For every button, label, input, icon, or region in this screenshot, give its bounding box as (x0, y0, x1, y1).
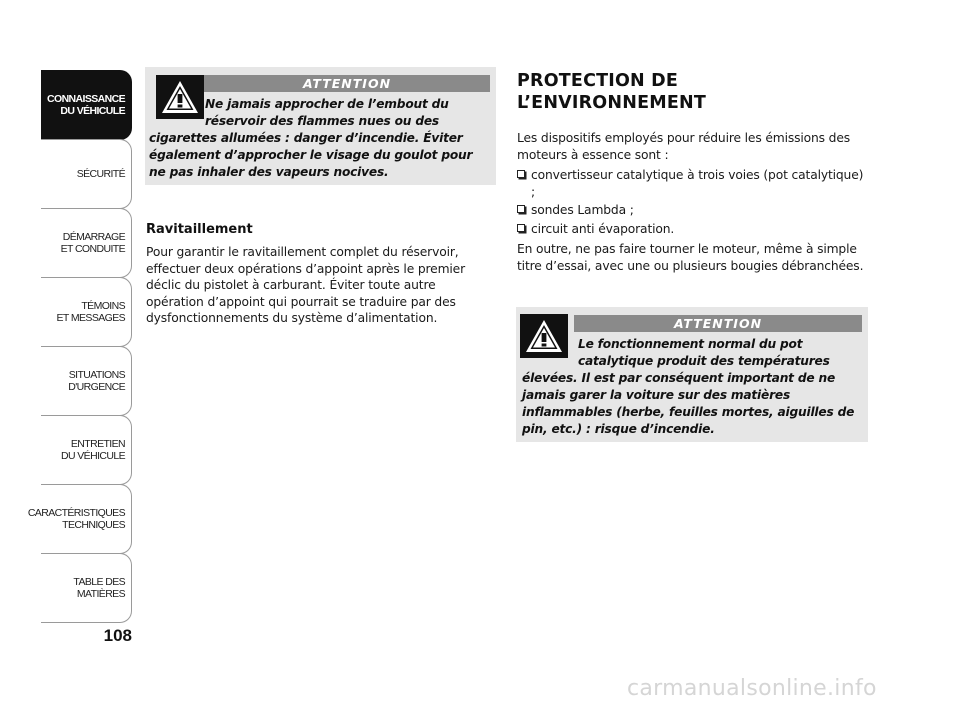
intro-paragraph: Les dispositifs employés pour réduire les émissions des moteurs à essence sont : (517, 131, 850, 162)
tab-securite[interactable] (41, 139, 132, 209)
list-item: circuit anti évaporation. (517, 221, 867, 238)
warning-box-catalytic (516, 307, 868, 442)
warning-line: également d’approcher le visage du goulot pour (149, 148, 473, 162)
environment-body (517, 130, 867, 274)
page-number: 108 (103, 626, 132, 645)
list-item: sondes Lambda ; (517, 202, 867, 219)
list-item: convertisseur catalytique à trois voies (pot catalytique) ; (517, 167, 867, 200)
warning-line: Ne jamais approcher de l’embout du (205, 97, 449, 111)
tab-connaissance-du-vehicule[interactable] (41, 70, 132, 140)
tab-label: TÉMOINS ET MESSAGES (56, 300, 125, 324)
tab-label: CARACTÉRISTIQUES TECHNIQUES (27, 507, 125, 531)
warning-line: catalytique produit des températures (578, 354, 830, 368)
refuel-paragraph: Pour garantir le ravitaillement complet du réservoir, effectuer deux opérations d’appoint après le premier déclic du pistolet à carburant. Éviter toute autre opération d’appoint qui pourrait se traduire par des dysfonctionnements du système d’alimentation. (146, 245, 465, 325)
watermark: carmanualsonline.info (627, 676, 877, 701)
tab-label: ENTRETIEN DU VÉHICULE (61, 438, 125, 462)
refuel-heading: Ravitaillement (146, 222, 253, 237)
warning-line: élevées. Il est par conséquent important de ne (522, 371, 836, 385)
tab-label: TABLE DES MATIÈRES (73, 576, 125, 600)
warning-line: inflammables (herbe, feuilles mortes, aiguilles de (522, 405, 855, 419)
warning-text (149, 96, 494, 181)
warning-box-fuel (145, 67, 496, 185)
warning-line: jamais garer la voiture sur des matières (522, 388, 791, 402)
warning-line: cigarettes allumées : danger d’incendie. Éviter (149, 131, 463, 145)
tab-temoins-et-messages[interactable] (41, 277, 132, 347)
tab-table-des-matieres[interactable] (41, 553, 132, 623)
section-title-line: PROTECTION DE (517, 71, 679, 91)
warning-line: ne pas inhaler des vapeurs nocives. (149, 165, 389, 179)
tab-label: SÉCURITÉ (76, 168, 125, 180)
note-paragraph: En outre, ne pas faire tourner le moteur, même à simple titre d’essai, avec une ou plusieurs bougies débranchées. (517, 242, 864, 273)
tab-label: SITUATIONS D'URGENCE (68, 369, 125, 393)
tab-situations-d-urgence[interactable] (41, 346, 132, 416)
device-list (517, 167, 867, 237)
warning-text (522, 336, 867, 438)
tab-label: CONNAISSANCE DU VÉHICULE (47, 93, 125, 117)
warning-heading: ATTENTION (574, 315, 862, 332)
section-title-line: L’ENVIRONNEMENT (517, 93, 706, 113)
tab-entretien-du-vehicule[interactable] (41, 415, 132, 485)
warning-line: pin, etc.) : risque d’incendie. (522, 422, 715, 436)
tab-caracteristiques-techniques[interactable] (27, 484, 132, 554)
tab-demarrage-et-conduite[interactable] (41, 208, 132, 278)
warning-line: réservoir des flammes nues ou des (205, 114, 439, 128)
warning-heading: ATTENTION (204, 75, 490, 92)
tab-label: DÉMARRAGE ET CONDUITE (60, 231, 125, 255)
section-title (517, 70, 706, 114)
warning-line: Le fonctionnement normal du pot (578, 337, 803, 351)
